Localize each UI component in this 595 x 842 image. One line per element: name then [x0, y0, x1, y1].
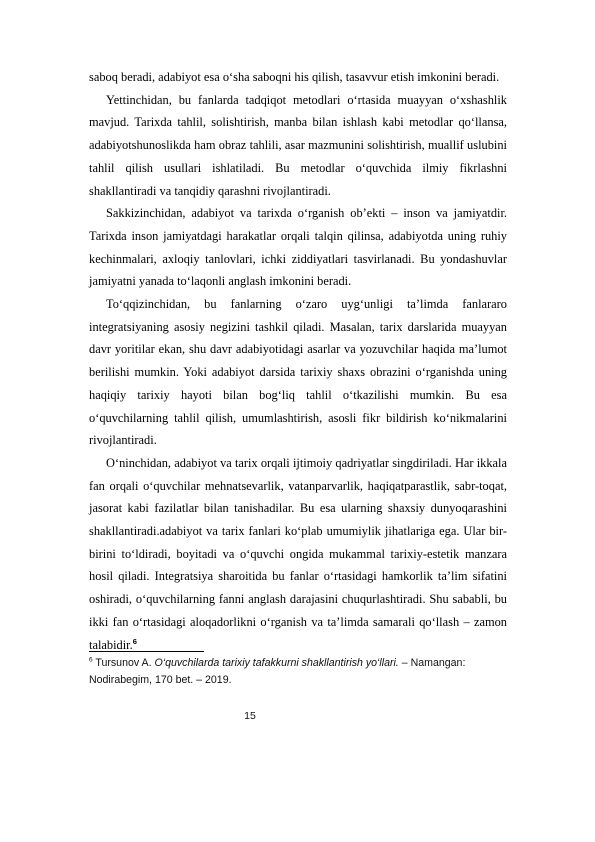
page-number: 15	[244, 710, 256, 722]
paragraph-tenth	[89, 452, 507, 656]
footnote-separator	[89, 651, 204, 652]
paragraph-seventh: Yettinchidan, bu fanlarda tadqiqot metodlari o‘rtasida muayyan o‘xshashlik mavjud. Tarixda tahlil, solishtirish, manba bilan ishlash kabi metodlar qo‘llansa, adabiyotshunoslikda ham obraz tahlili, asar mazmunini solishtirish, muallif uslubini tahlil qilish usullari ishlatiladi. Bu metodlar o‘quvchida ilmiy fikrlashni shakllantiradi va tanqidiy qarashni rivojlantiradi.	[89, 92, 507, 198]
footnote-reference[interactable]: 6	[132, 636, 137, 646]
footnote-details: – Namangan: Nodirabegim, 170 bet. – 2019.	[89, 657, 466, 686]
footnote-marker: 6	[89, 656, 93, 664]
paragraph-eighth: Sakkizinchidan, adabiyot va tarixda o‘rganish ob’ekti – inson va jamiyatdir. Tarixda inson jamiyatdagi harakatlar orqali talqin qilinsa, adabiyotda uning ruhiy kechinmalari, axloqiy tanlovlari, ichki ziddiyatlari tasvirlanadi. Bu yondashuvlar jamiyatni yanada to‘laqonli anglash imkonini beradi.	[89, 206, 507, 289]
footnote-author: Tursunov A.	[95, 657, 152, 669]
paragraph-continuation: saboq beradi, adabiyot esa o‘sha saboqni his qilish, tasavvur etish imkonini beradi.	[89, 70, 500, 84]
paragraph-ninth: To‘qqizinchidan, bu fanlarning o‘zaro uyg‘unligi ta’limda fanlararo integratsiyaning asosiy negizini tashkil qiladi. Masalan, tarix darslarida muayyan davr yoritilar ekan, shu davr adabiyotidagi asarlar va yozuvchilar haqida ma’lumot berilishi mumkin. Yoki adabiyot darsida tarixiy shaxs obrazini o‘rganishda uning haqiqiy tarixiy hayoti bilan bog‘liq tahlil o‘tkazilishi mumkin. Bu esa o‘quvchilarning tahlil qilish, umumlashtirish, asosli fikr bildirish ko‘nikmalarini rivojlantiradi.	[89, 297, 507, 448]
footnote	[89, 655, 509, 689]
body-text	[89, 66, 507, 656]
footnote-title: O‘quvchilarda tarixiy tafakkurni shakllantirish yo‘llari.	[154, 657, 399, 669]
paragraph-tenth-text: O‘ninchidan, adabiyot va tarix orqali ijtimoiy qadriyatlar singdiriladi. Har ikkala fan orqali o‘quvchilar mehnatsevarlik, vatanparvarlik, haqiqatparastlik, sabr-toqat, jasorat kabi fazilatlar bilan tanishadilar. Bu esa ularning shaxsiy dunyoqarashini shakllantiradi.adabiyot va tarix fanlari ko‘plab umumiylik jihatlariga ega. Ular bir-birini to‘ldiradi, boyitadi va o‘quvchi ongida mukammal tarixiy-estetik manzara hosil qiladi. Integratsiya sharoitida bu fanlar o‘rtasidagi hamkorlik ta’lim sifatini oshiradi, o‘quvchilarning fanni anglash darajasini chuqurlashtiradi. Shu sababli, bu ikki fan o‘rtasidagi aloqadorlikni o‘rganish va ta’limda samarali qo‘llash – zamon talabidir.	[89, 455, 507, 652]
